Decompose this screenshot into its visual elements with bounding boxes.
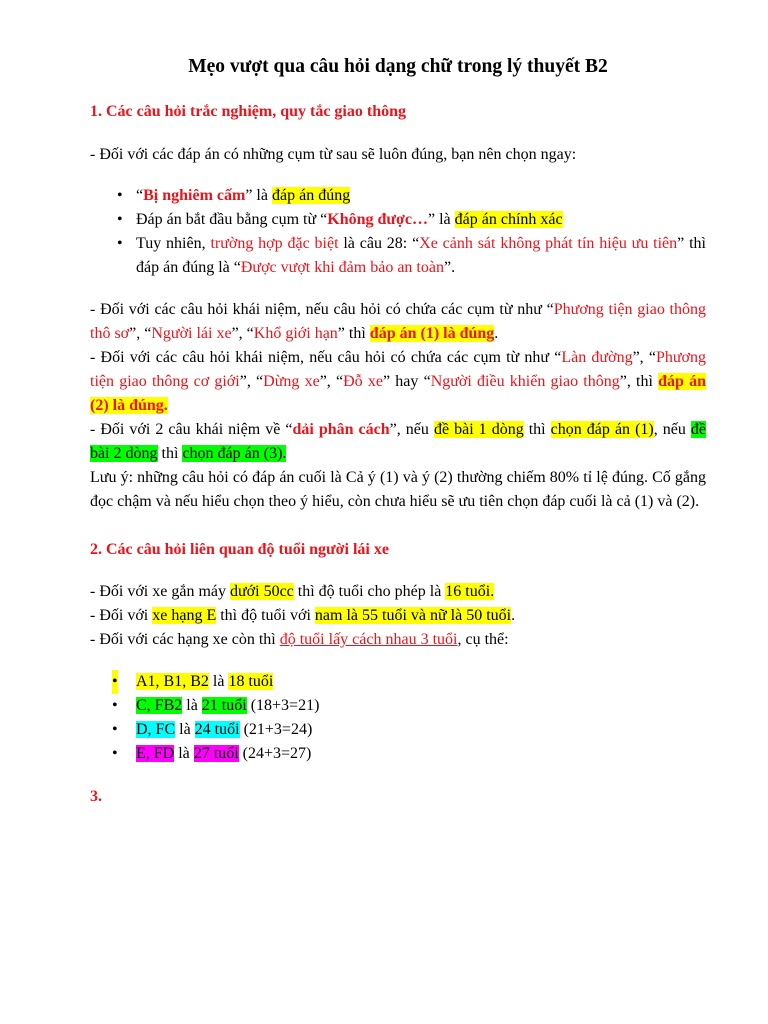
section-1-heading: 1. Các câu hỏi trắc nghiệm, quy tắc giao thông (90, 103, 406, 120)
age-line-moped: - Đối với xe gắn máy dưới 50cc thì độ tuổi cho phép là 16 tuổi. (90, 583, 495, 600)
list-item: • “Bị nghiêm cấm” là đáp án đúng (90, 184, 706, 208)
highlight-term: Bị nghiêm cấm (143, 187, 246, 204)
list-item: • D, FC là 24 tuổi (21+3=24) (90, 718, 706, 742)
bullet-icon: • (117, 211, 123, 228)
list-item: • Đáp án bắt đầu bằng cụm từ “Không được…” là đáp án chính xác (90, 208, 706, 232)
section-1-bullet-list (90, 184, 706, 280)
highlight-term: Không được… (327, 211, 428, 228)
license-class: C, FB2 (136, 697, 183, 714)
section-3-heading: 3. (90, 788, 102, 805)
bullet-icon: • (112, 670, 118, 694)
list-item: • C, FB2 là 21 tuổi (18+3=21) (90, 694, 706, 718)
age-class-list (90, 670, 706, 766)
age-line-other-classes: - Đối với các hạng xe còn thì độ tuổi lấy cách nhau 3 tuổi, cụ thể: (90, 631, 509, 648)
bullet-icon: • (112, 697, 118, 714)
bullet-icon: • (117, 187, 123, 204)
age-value: 21 tuổi (201, 697, 247, 714)
highlight-answer: đáp án đúng (271, 187, 351, 204)
page-title: Mẹo vượt qua câu hỏi dạng chữ trong lý thuyết B2 (188, 56, 608, 77)
list-item: • A1, B1, B2 là 18 tuổi (90, 670, 706, 694)
bullet-icon: • (112, 721, 118, 738)
highlight-answer: đáp án chính xác (454, 211, 563, 228)
highlight-answer: đáp án (1) là đúng (369, 325, 495, 342)
highlight-answer: đáp án (2) là đúng. (90, 373, 707, 414)
bullet-icon: • (112, 745, 118, 762)
age-value: 24 tuổi (194, 721, 240, 738)
paragraph-divider-rule: - Đối với 2 câu khái niệm về “dải phân cách”, nếu đề bài 1 dòng thì chọn đáp án (1), nếu đề bài 2 dòng thì chọn đáp án (3). (90, 421, 707, 462)
license-class: E, FD (136, 745, 175, 762)
license-class: A1, B1, B2 (136, 673, 209, 690)
age-value: 27 tuổi (193, 745, 239, 762)
note-paragraph: Lưu ý: những câu hỏi có đáp án cuối là Cả ý (1) và ý (2) thường chiếm 80% tỉ lệ đúng. Cố gắng đọc chậm và nếu hiểu chọn theo ý hiểu, còn chưa hiểu sẽ ưu tiên chọn đáp cuối là cả (1) và (2). (90, 469, 706, 510)
age-line-class-e: - Đối với xe hạng E thì độ tuổi với nam là 55 tuổi và nữ là 50 tuổi. (90, 607, 516, 624)
section-2-heading: 2. Các câu hỏi liên quan độ tuổi người lái xe (90, 541, 389, 558)
quoted-question: Xe cảnh sát không phát tín hiệu ưu tiên (419, 235, 678, 252)
paragraph-concept-1: - Đối với các câu hỏi khái niệm, nếu câu hỏi có chứa các cụm từ như “Phương tiện giao thông thô sơ”, “Người lái xe”, “Khổ giới hạn” thì đáp án (1) là đúng. (90, 301, 706, 342)
special-case-text: trường hợp đặc biệt (210, 235, 339, 252)
bullet-icon: • (117, 235, 123, 252)
paragraph-concept-2: - Đối với các câu hỏi khái niệm, nếu câu hỏi có chứa các cụm từ như “Làn đường”, “Phương tiện giao thông cơ giới”, “Dừng xe”, “Đỗ xe” hay “Người điều khiển giao thông”, thì đáp án (2) là đúng. (90, 349, 707, 414)
age-value: 18 tuổi (228, 673, 274, 690)
quoted-answer: Được vượt khi đảm bảo an toàn (240, 259, 444, 276)
section-1-intro: - Đối với các đáp án có những cụm từ sau sẽ luôn đúng, bạn nên chọn ngay: (90, 146, 577, 163)
license-class: D, FC (136, 721, 176, 738)
list-item: • E, FD là 27 tuổi (24+3=27) (90, 742, 706, 766)
list-item: • Tuy nhiên, trường hợp đặc biệt là câu 28: “Xe cảnh sát không phát tín hiệu ưu tiên” thì đáp án đúng là “Được vượt khi đảm bảo an toàn”. (90, 232, 706, 280)
